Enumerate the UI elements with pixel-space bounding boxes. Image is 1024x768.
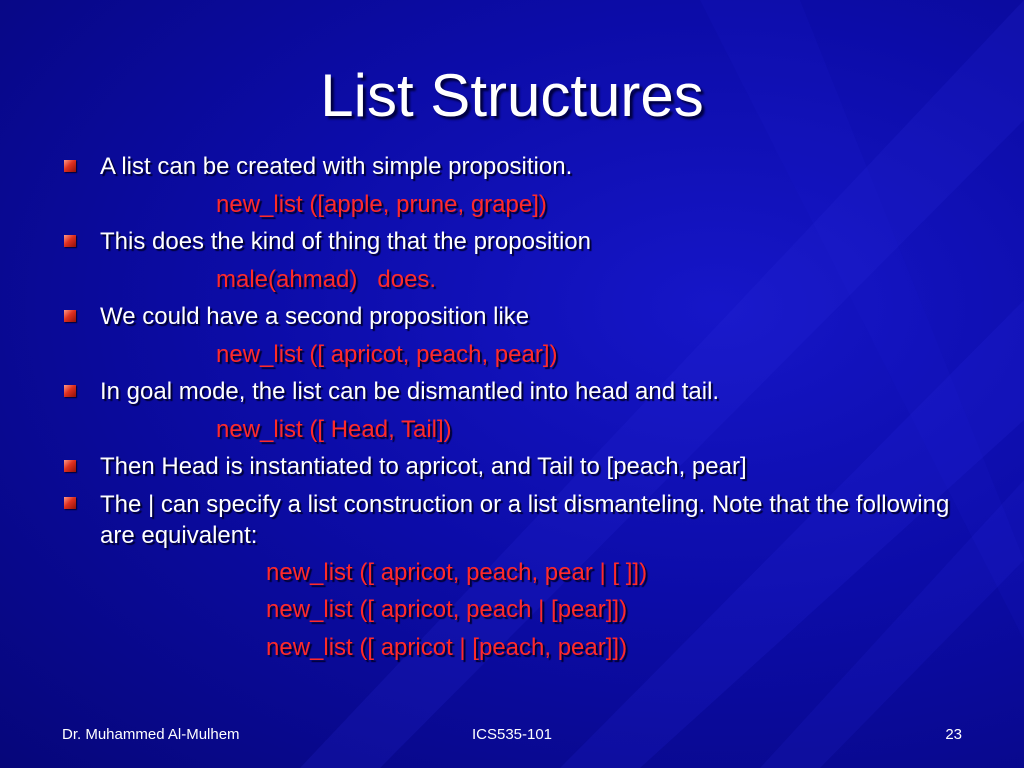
- code-example: new_list ([ Head, Tail]): [216, 415, 452, 443]
- bullet-square-icon: [64, 235, 76, 247]
- bullet-item: [60, 148, 980, 186]
- footer-course: ICS535-101: [471, 726, 553, 743]
- slide-title: List Structures: [320, 62, 704, 129]
- footer-author: Dr. Muhammed Al-Mulhem: [62, 726, 240, 743]
- bullet-item: [60, 223, 980, 261]
- code-example: new_list ([ apricot, peach, pear]): [216, 340, 558, 368]
- bullet-square-icon: [64, 497, 76, 509]
- bullet-item: [60, 486, 980, 554]
- code-example: new_list ([ apricot, peach, pear | [ ]]): [266, 558, 648, 586]
- code-example: [60, 261, 980, 299]
- bullet-text: The | can specify a list construction or a list dismanteling. Note that the following are equivalent:: [100, 490, 950, 549]
- footer-page-number: 23: [945, 726, 962, 743]
- code-example: new_list ([ apricot, peach | [pear]]): [266, 596, 628, 623]
- bullet-square-icon: [64, 160, 76, 172]
- code-text: male(ahmad) does.: [216, 265, 437, 293]
- bullet-text: A list can be created with simple proposition.: [100, 153, 573, 180]
- bullet-item: [60, 373, 980, 411]
- bullet-text: In goal mode, the list can be dismantled into head and tail.: [100, 378, 720, 405]
- bullet-text: Then Head is instantiated to apricot, and Tail to [peach, pear]: [100, 453, 747, 480]
- bullet-text: This does the kind of thing that the proposition: [100, 228, 591, 255]
- code-example: new_list ([ apricot | [peach, pear]]): [266, 633, 628, 661]
- slide-body: [60, 148, 980, 666]
- bullet-square-icon: [64, 385, 76, 397]
- bullet-square-icon: [64, 460, 76, 472]
- bullet-square-icon: [64, 310, 76, 322]
- bullet-text: We could have a second proposition like: [100, 303, 530, 330]
- bullet-item: [60, 448, 980, 486]
- code-example: new_list ([apple, prune, grape]): [216, 190, 547, 218]
- bullet-item: [60, 298, 980, 336]
